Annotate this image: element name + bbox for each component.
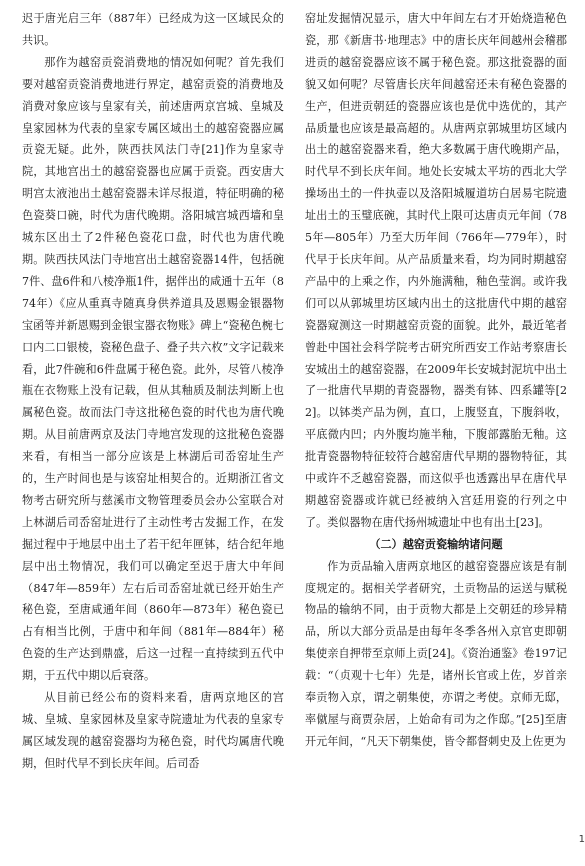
paragraph-right-1: 窑址发掘情况显示，唐大中年间左右才开始烧造秘色瓷，那《新唐书·地理志》中的唐长庆年间越州会稽郡进贡的越窑瓷器应该不属于秘色瓷。那这批瓷器的面貌又如何呢？尽管唐长庆年间越窑还未有秘色瓷器的生产，但进贡朝廷的瓷器应该也是优中选优的，其产品质量也应该是最高超的。从唐两京郭城里坊区域内出土的越窑瓷器来看，绝大多数属于唐代晚期产品，时代早不到长庆年间。地处长安城太平坊的西北大学操场出土的一件执壶以及洛阳城履道坊白居易宅院遗址出土的玉璧底碗，其时代上限可达唐贞元年间（785年—805年）乃至大历年间（766年—779年），时代早于长庆年间。从产品质量来看，均为同时期越窑产品中的上乘之作，内外施满釉，釉色莹润。或许我们可以从郭城里坊区域内出土的这批唐代中期的越窑瓷器窥测这一时期越窑贡瓷的面貌。此外，最近笔者曾赴中国社会科学院考古研究所西安工作站考察唐长安城出土的越窑瓷器，在2009年长安城封泥坑中出土了一批唐代早期的青瓷器物，器类有钵、四系罐等[22]。以钵类产品为例，直口，上腹竖直，下腹斜收，平底微内凹；内外腹均施半釉，下腹部露胎无釉。这批青瓷器物特征较符合越窑唐代早期的器物特征，其中或许不乏越窑瓷器，而这似乎也透露出早在唐代早期越窑瓷器或许就已经被纳入宫廷用瓷的行列之中了。类似器物在唐代扬州城遗址中也有出土[23]。 — [305, 12, 567, 529]
right-column — [305, 8, 567, 753]
page-number: 1 — [578, 834, 585, 845]
paragraph-left-2: 那作为越窑贡瓷消费地的情况如何呢？首先我们要对越窑贡瓷消费地进行界定，越窑贡瓷的消费地及消费对象应该与皇家有关，前述唐两京宫城、皇城及皇家园林为代表的皇家专属区域出土的越窑瓷器应属贡瓷无疑。此外，陕西扶风法门寺[21]作为皇家寺院，其地宫出土的越窑瓷器也应属于贡瓷。西安唐大明宫太液池出土越窑瓷器未详尽报道，特征明确的秘色瓷葵口碗，时代为唐代晚期。洛阳城宫城西墙和皇城东区出土了2件秘色瓷花口盘，时代也为唐代晚期。陕西扶风法门寺地宫出土越窑瓷器14件，包括碗7件、盘6件和八棱净瓶1件，据伴出的咸通十五年（874年）《应从重真寺随真身供养道具及恩赐金银器物宝函等并新恩赐到金银宝器衣物账》碑上“瓷秘色椀七口内二口银棱，瓷秘色盘子、叠子共六枚”文字记载来看，此7件碗和6件盘属于秘色瓷。此外，尽管八棱净瓶在衣物账上没有记载，但从其釉质及制法判断上也属秘色瓷。故而法门寺这批秘色瓷的时代也为唐代晚期。从目前唐两京及法门寺地宫发现的这批秘色瓷器来看，有相当一部分应该是上林湖后司岙窑址生产的，生产时间也是与该窑址相契合的。近期浙江省文物考古研究所与慈溪市文物管理委员会办公室联合对上林湖后司岙窑址进行了主动性考古发掘工作，在发掘过程中于地层中出土了若干纪年匣钵，结合纪年地层中出土物情况，我们可以确定至迟于唐大中年间（847年—859年）左右后司岙窑址就已经开始生产秘色瓷，至唐咸通年间（860年—873年）秘色瓷已占有相当比例，于唐中和年间（881年—884年）秘色瓷的生产达到鼎盛，后这一过程一直持续到五代中期，于五代中期以后衰落。 — [22, 55, 284, 683]
section-heading: （二）越窑贡瓷输纳诸问题 — [369, 537, 503, 551]
paragraph-right-2: 作为贡品输入唐两京地区的越窑瓷器应该是有制度规定的。据相关学者研究，土贡物品的运送与赋税物品的输纳不同，由于贡物大都是上交朝廷的珍异精品，所以大部分贡品是由每年冬季各州入京官吏即朝集使亲自押带至京师上贡[24]。《资治通鉴》卷197记载：“（贞观十七年）先是，诸州长官或上佐，岁首亲奉贡物入京，谓之朝集使，亦谓之考使。京师无邸，率僦屋与商贾杂居，上始命有司为之作邸。”[25]至唐开元年间，“凡天下朝集使，皆令都督刺史及上佐更为 — [305, 559, 567, 748]
paragraph-left-1: 迟于唐光启三年（887年）已经成为这一区域民众的共识。 — [22, 12, 284, 47]
left-column — [22, 8, 284, 775]
paragraph-left-3: 从目前已经公布的资料来看，唐两京地区的宫城、皇城、皇家园林及皇家寺院遗址为代表的皇家专属区域发现的越窑瓷器均为秘色瓷，时代均属唐代晚期，但时代早不到长庆年间。后司岙 — [22, 691, 284, 770]
